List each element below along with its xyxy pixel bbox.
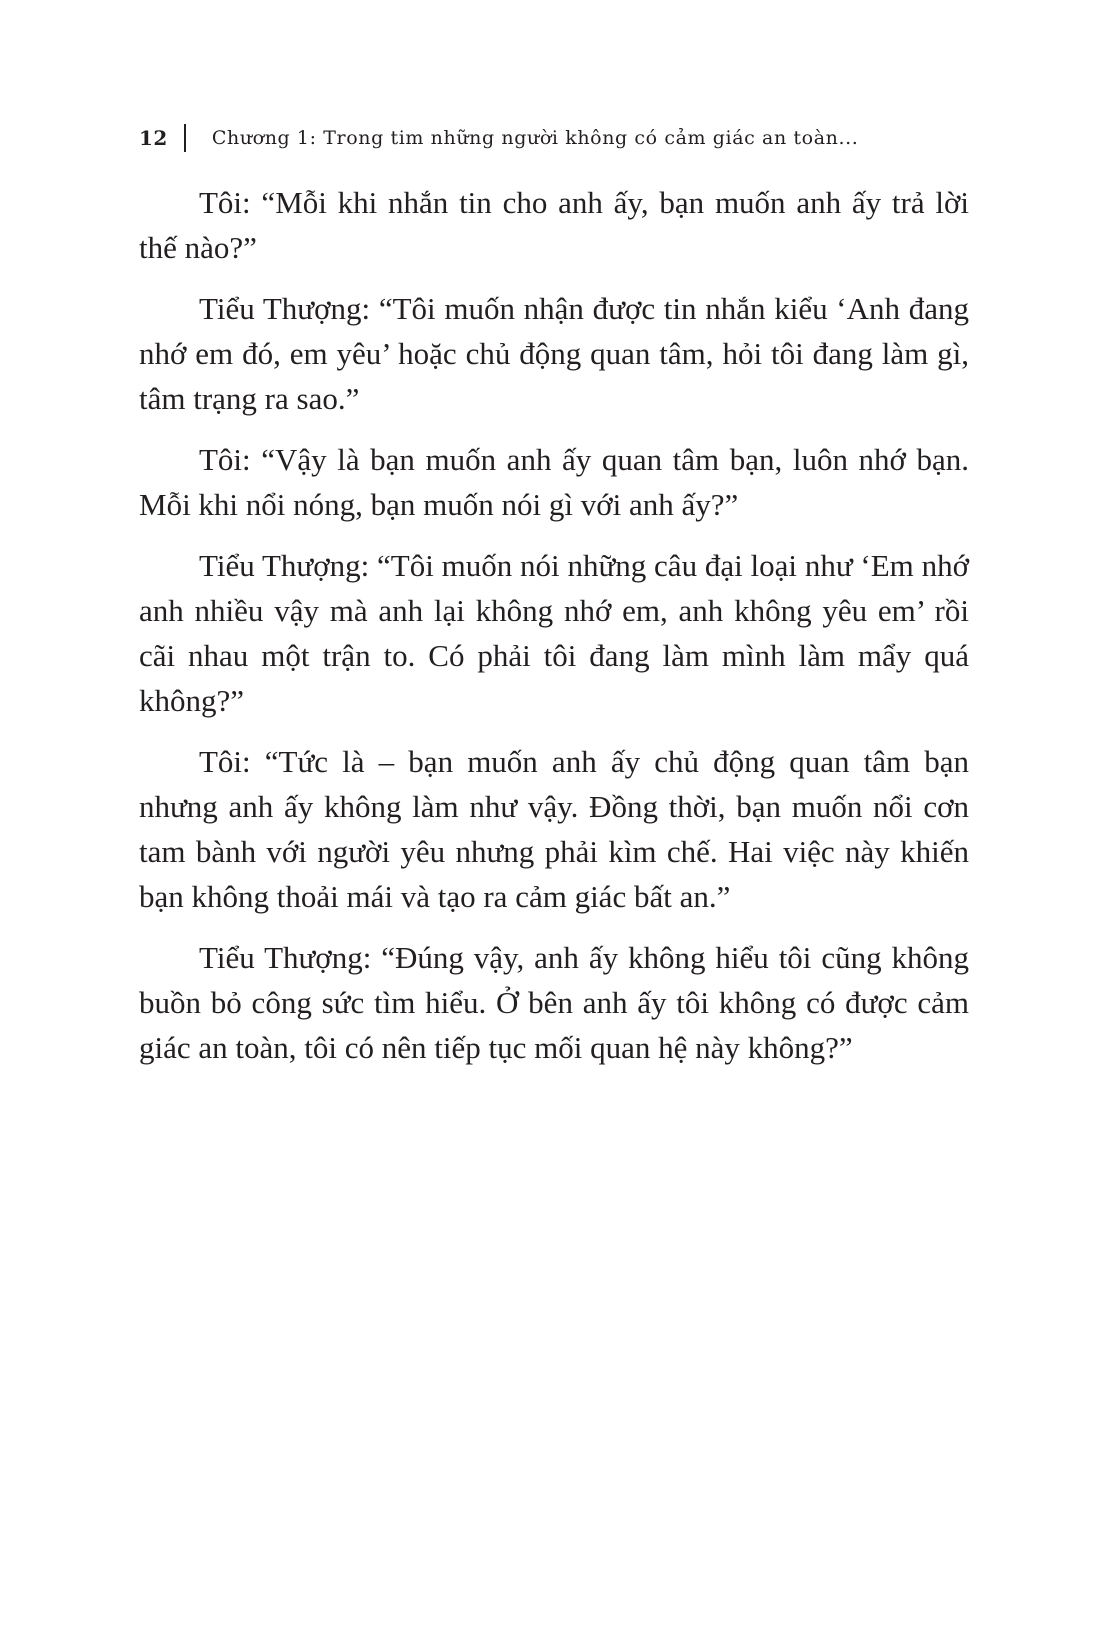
page-number: 12 [139,126,168,150]
paragraph: Tiểu Thượng: “Đúng vậy, anh ấy không hiểu tôi cũng không buồn bỏ công sức tìm hiểu. Ở bên anh ấy tôi không có được cảm giác an toàn, tôi có nên tiếp tục mối quan hệ này không?” [139,940,969,1065]
paragraph: Tôi: “Mỗi khi nhắn tin cho anh ấy, bạn muốn anh ấy trả lời thế nào?” [139,185,969,265]
paragraph: Tiểu Thượng: “Tôi muốn nhận được tin nhắn kiểu ‘Anh đang nhớ em đó, em yêu’ hoặc chủ động quan tâm, hỏi tôi đang làm gì, tâm trạng ra sao.” [139,291,969,416]
paragraph: Tôi: “Tức là – bạn muốn anh ấy chủ động quan tâm bạn nhưng anh ấy không làm như vậy. Đồng thời, bạn muốn nổi cơn tam bành với người yêu nhưng phải kìm chế. Hai việc này khiến bạn không thoải mái và tạo ra cảm giác bất an.” [139,744,969,914]
chapter-title: Chương 1: Trong tim những người không có cảm giác an toàn... [211,127,859,149]
paragraph: Tôi: “Vậy là bạn muốn anh ấy quan tâm bạn, luôn nhớ bạn. Mỗi khi nổi nóng, bạn muốn nói gì với anh ấy?” [139,442,969,522]
running-header [139,118,969,158]
header-divider [184,124,186,152]
body-text [139,180,969,1086]
paragraph: Tiểu Thượng: “Tôi muốn nói những câu đại loại như ‘Em nhớ anh nhiều vậy mà anh lại không nhớ em, anh không yêu em’ rồi cãi nhau một trận to. Có phải tôi đang làm mình làm mẩy quá không?” [139,548,969,718]
